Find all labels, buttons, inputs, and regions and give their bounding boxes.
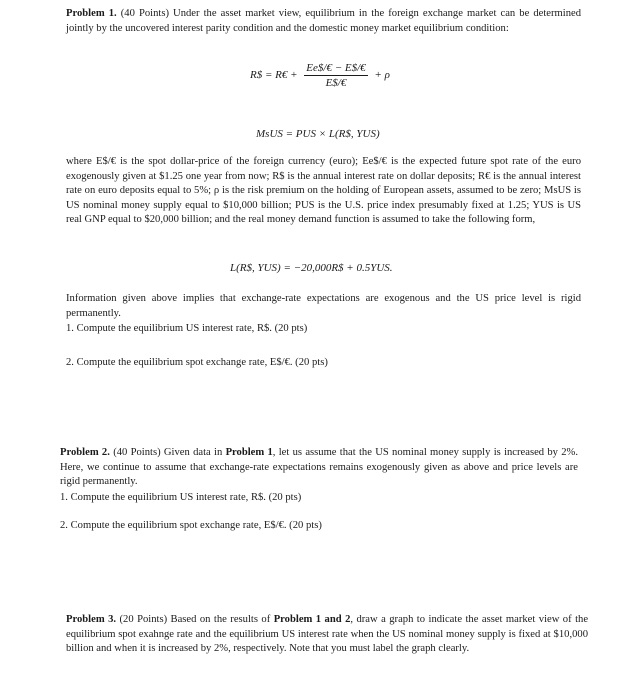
problem1-question-1: 1. Compute the equilibrium US interest rate, R$. (20 pts) [66,323,308,334]
problem3-intro-a: (20 Points) Based on the results of [119,614,271,625]
problem1-intro-text: (40 Points) Under the asset market view, equilibrium in the foreign exchange market can be determined jointly by the uncovered interest parity condition and the domestic money market equilibrium condition: [66,8,581,34]
problem2-intro-a: (40 Points) Given data in [113,447,223,458]
problem1-intro [66,7,581,36]
problem2-question-2: 2. Compute the equilibrium spot exchange rate, E$/€. (20 pts) [60,520,322,531]
problem2-intro [60,446,578,490]
problem1-title: Problem 1. [66,8,117,19]
problem1-definitions: where E$/€ is the spot dollar-price of the foreign currency (euro); Ee$/€ is the expected future spot rate of the euro exogenously given at $1.25 one year from now; R$ is the annual interest rate on dollar deposits; R€ is the annual interest rate on euro deposits equal to 5%; ρ is the risk premium on the holding of European assets, assumed to be zero; MsUS is US nominal money supply equal to $10,000 billion; PUS is the U.S. price index presumably fixed at 1.25; YUS is US real GNP equal to $20,000 billion; and the real money demand function is assumed to take the following form, [66,156,581,226]
problem2-reference: Problem 1 [225,447,273,458]
uip-fraction [304,62,367,89]
uip-equation [250,62,390,89]
problem2-question-1: 1. Compute the equilibrium US interest rate, R$. (20 pts) [60,492,302,503]
problem1-question-2: 2. Compute the equilibrium spot exchange rate, E$/€. (20 pts) [66,357,328,368]
uip-denominator: E$/€ [325,77,347,89]
problem3-intro-b: , draw a graph to indicate the asset market view of the equilibrium spot exahnge rate and the equilibrium US interest rate when the US nominal money supply is fixed at $10,000 billion and when it is increased by 2%, respectively. Note that you must label the graph clearly. [66,614,589,655]
uip-lhs: R$ = R€ + [250,69,298,82]
problem3-reference: Problem 1 and 2 [273,614,351,625]
problem3-title: Problem 3. [66,614,117,625]
uip-tail: + ρ [374,69,390,82]
money-market-equation: MsUS = PUS × L(R$, YUS) [256,128,380,140]
problem2-intro-b: , let us assume that the US nominal money supply is increased by 2%. Here, we continue to assume that exchange-rate expectations remains exogenously given as above and price levels are rigid permanently. [60,447,579,488]
money-demand-equation: L(R$, YUS) = −20,000R$ + 0.5YUS. [230,262,393,274]
uip-numerator: Ee$/€ − E$/€ [306,62,366,74]
problem2-title: Problem 2. [60,447,110,458]
problem3-intro [66,613,588,657]
problem1-info: Information given above implies that exchange-rate expectations are exogenous and the US price level is rigid permanently. [66,293,581,319]
